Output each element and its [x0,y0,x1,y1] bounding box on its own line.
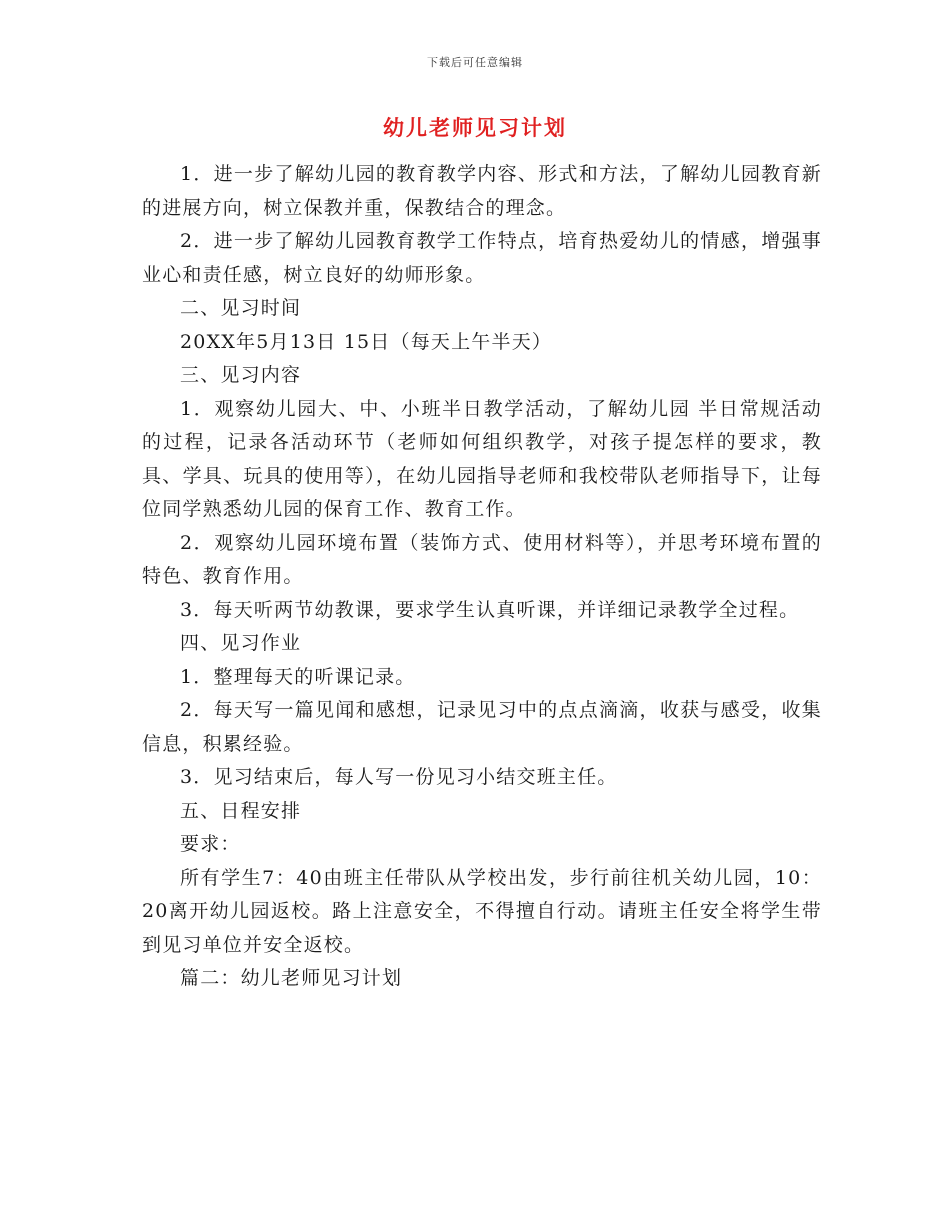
paragraph-homework-2: 2．每天写一篇见闻和感想，记录见习中的点点滴滴，收获与感受，收集信息，积累经验。 [142,699,822,755]
paragraph-time: 20XX年5月13日 15日（每天上午半天） [180,330,553,353]
paragraph-goal-1: 1．进一步了解幼儿园的教育教学内容、形式和方法，了解幼儿园教育新的进展方向，树立保教并重，保教结合的理念。 [142,163,822,219]
document-body [142,158,822,996]
section-heading-content: 三、见习内容 [180,364,302,386]
section-heading-homework: 四、见习作业 [180,632,302,654]
paragraph-goal-2: 2．进一步了解幼儿园教育教学工作特点，培育热爱幼儿的情感，增强事业心和责任感，树立良好的幼师形象。 [142,230,822,286]
paragraph-content-2: 2．观察幼儿园环境布置（装饰方式、使用材料等），并思考环境布置的特色、教育作用。 [142,531,822,587]
paragraph-requirements-label: 要求： [180,833,241,855]
section-heading-schedule: 五、日程安排 [180,799,302,822]
header-note: 下载后可任意编辑 [427,56,523,69]
paragraph-part-two-heading: 篇二：幼儿老师见习计划 [180,967,403,989]
paragraph-homework-3: 3．见习结束后，每人写一份见习小结交班主任。 [180,766,618,788]
document-title: 幼儿老师见习计划 [383,115,567,140]
paragraph-content-3: 3．每天听两节幼教课，要求学生认真听课，并详细记录教学全过程。 [180,598,800,621]
paragraph-homework-1: 1．整理每天的听课记录。 [180,665,416,688]
section-heading-time: 二、见习时间 [180,297,302,319]
paragraph-requirements: 所有学生7：40由班主任带队从学校出发，步行前往机关幼儿园，10：20离开幼儿园返校。路上注意安全，不得擅自行动。请班主任安全将学生带到见习单位并安全返校。 [142,866,822,956]
paragraph-content-1: 1．观察幼儿园大、中、小班半日教学活动，了解幼儿园 半日常规活动 的过程，记录各活动环节（老师如何组织教学，对孩子提怎样的要求，教具、学具、玩具的使用等），在幼儿园指导老师和我校带队老师指导下，让每位同学熟悉幼儿园的保育工作、教育工作。 [142,397,822,520]
